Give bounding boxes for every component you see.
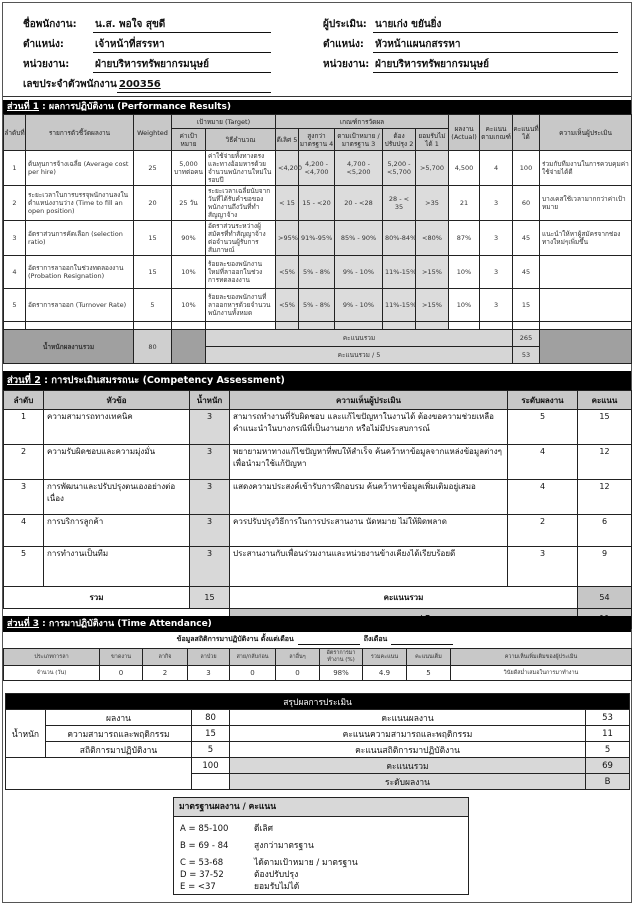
evaluation-form [2,2,632,903]
kpi-calc: อัตราส่วนระหว่างผู้สมัครที่ทำสัญญาจ้างต่อจำนวนผู้รับการสัมภาษณ์ [206,221,276,256]
competency-comment: ประสานงานกับเพื่อนร่วมงานและหน่วยงานข้างเคียงได้เรียบร้อยดี [230,547,508,587]
summary-row-label: ผลงาน [46,710,192,726]
col-score-got: คะแนนที่ได้ [513,115,540,151]
competency-weight: 3 [190,515,230,547]
kpi-actual: 21 [449,186,480,221]
col-target-group: เป้าหมาย (Target) [172,115,276,129]
kpi-comment: ร่วมกับทีมงานในการควบคุมค่าใช้จ่ายได้ดี [540,151,632,186]
kpi-score: 3 [480,221,513,256]
col-actual: ผลงาน (Actual) [449,115,480,151]
summary-row-weight: 80 [192,710,230,726]
part2-total-weight: 15 [190,587,230,609]
kpi-c4: 91%-95% [299,221,335,256]
part2-section-bar [3,371,631,390]
from-month-field[interactable] [298,637,360,645]
col-comment: ความเห็นผู้ประเมิน [540,115,632,151]
kpi-kpi: ระยะเวลาในการบรรจุพนักงานลงในตำแหน่งงานว่าง (Time to fill an open position) [26,186,134,221]
kpi-c3: 9% - 10% [335,289,383,322]
col-comment: ความเห็นผู้ประเมิน [230,391,508,410]
summary-row-score: 11 [586,726,630,742]
kpi-actual: 87% [449,221,480,256]
kpi-calc: ร้อยละของพนักงานที่ลาออกหารด้วยจำนวนพนักงานทั้งหมด [206,289,276,322]
kpi-c2: 28 - < 35 [383,186,416,221]
competency-table [3,390,632,629]
total-score-value: 265 [513,330,540,347]
attendance-cell: 4.9 [363,666,407,681]
col-c3: ตามเป้าหมาย /มาตรฐาน 3 [335,129,383,151]
competency-topic: ความสามารถทางเทคนิค [44,410,190,445]
summary-row-score-label: คะแนนผลงาน [230,710,586,726]
kpi-actual: 4,500 [449,151,480,186]
grading-standard-box [173,797,469,895]
summary-level-label: ระดับผลงาน [230,774,586,790]
part2-total-score-label: คะแนนรวม [230,587,578,609]
department-field: หน่วยงาน: ฝ่ายบริหารทรัพยากรมนุษย์ [23,58,69,72]
performance-table [3,114,632,364]
grade-row: A = 85-100 ดีเลิศ [180,824,274,834]
attendance-cell: 5 [407,666,451,681]
kpi-c2: 5,200 - <5,700 [383,151,416,186]
kpi-score: 3 [480,256,513,289]
competency-score: 9 [578,547,632,587]
attendance-col-header: ลาป่วย [188,649,230,666]
competency-weight: 3 [190,410,230,445]
col-score: คะแนน [578,391,632,410]
kpi-actual: 10% [449,256,480,289]
summary-total-score: 69 [586,758,630,774]
kpi-no: 2 [4,186,26,221]
kpi-calc: ร้อยละของพนักงานใหม่ที่ลาออกในช่วงการทดลองงาน [206,256,276,289]
col-c2: ต้องปรับปรุง 2 [383,129,416,151]
competency-score: 6 [578,515,632,547]
kpi-got: 100 [513,151,540,186]
competency-row [4,410,632,445]
attendance-cell: 3 [188,666,230,681]
col-calc: วิธีคำนวณ [206,129,276,151]
kpi-target: 10% [172,289,206,322]
kpi-c5: < 15 [276,186,299,221]
kpi-row [4,151,632,186]
kpi-c5: <5% [276,256,299,289]
to-month-field[interactable] [391,637,453,645]
kpi-score: 4 [480,151,513,186]
attendance-col-header: ลาอื่นๆ [276,649,320,666]
attendance-col-header: ประเภทการลา [4,649,100,666]
attendance-col-header: คะแนนเต็ม [407,649,451,666]
competency-topic: ความรับผิดชอบและความมุ่งมั่น [44,445,190,480]
attendance-col-header: ความเห็นเพิ่มเติมของผู้ประเมิน [451,649,632,666]
attendance-cell: จำนวน (วัน) [4,666,100,681]
department-value: ฝ่ายบริหารทรัพยากรมนุษย์ [93,58,271,73]
grade-row: B = 69 - 84 สูงกว่ามาตรฐาน [180,841,314,851]
kpi-calc: ค่าใช้จ่ายทั้งทางตรงและทางอ้อมหารด้วยจำนวนพนักงานใหม่ในรอบปี [206,151,276,186]
attendance-col-header: สาย/กลับก่อน [230,649,276,666]
competency-row [4,445,632,480]
kpi-got: 60 [513,186,540,221]
col-no: ลำดับ [4,391,44,410]
competency-score: 12 [578,480,632,515]
kpi-c3: 9% - 10% [335,256,383,289]
summary-weight-label: น้ำหนัก [6,710,46,758]
kpi-c1: >35 [416,186,449,221]
competency-score: 15 [578,410,632,445]
kpi-kpi: อัตราการลาออกในช่วงทดลองงาน (Probation Resignation) [26,256,134,289]
part2-section-number: ส่วนที่ 2 [7,375,41,386]
kpi-c4: 4,200 - <4,700 [299,151,335,186]
col-c1: ยอมรับไม่ได้ 1 [416,129,449,151]
employee-header [3,3,631,97]
kpi-c2: 80%-84% [383,221,416,256]
competency-comment: ควรปรับปรุงวิธีการในการประสานงาน นัดหมาย ไม่ให้ผิดพลาด [230,515,508,547]
col-topic: หัวข้อ [44,391,190,410]
competency-level: 5 [508,410,578,445]
grading-title: มาตรฐานผลงาน / คะแนน [174,798,468,817]
kpi-weighted: 15 [134,256,172,289]
competency-comment: แสดงความประสงค์เข้ารับการฝึกอบรม ค้นคว้าหาข้อมูลเพิ่มเติมอยู่เสมอ [230,480,508,515]
kpi-c3: 4,700 - <5,200 [335,151,383,186]
kpi-comment [540,289,632,322]
col-c4: สูงกว่ามาตรฐาน 4 [299,129,335,151]
position-value: เจ้าหน้าที่สรรหา [93,38,271,53]
kpi-row [4,186,632,221]
part1-section-title: : ผลการปฏิบัติงาน (Performance Results) [42,102,231,112]
summary-total-label: คะแนนรวม [230,758,586,774]
col-target-value: ค่าเป้าหมาย [172,129,206,151]
col-criteria-group: เกณฑ์การวัดผล [276,115,449,129]
kpi-target: 5,000 บาทต่อคน [172,151,206,186]
summary-row-weight: 5 [192,742,230,758]
summary-table [5,693,630,790]
summary-row-score-label: คะแนนสถิติการมาปฏิบัติงาน [230,742,586,758]
employee-name-field: ชื่อพนักงาน: น.ส. พอใจ สุขดี [23,18,77,32]
total-score-div-label: คะแนนรวม / 5 [206,347,513,364]
competency-comment: พยายามหาทางแก้ไขปัญหาที่พบให้สำเร็จ ค้นคว้าหาข้อมูลจากแหล่งข้อมูลต่างๆ เพื่อนำมาใช้แก้ปัญหา [230,445,508,480]
attendance-table [3,648,632,681]
attendance-cell: 2 [143,666,188,681]
summary-total-weight: 100 [192,758,230,774]
competency-topic: การบริการลูกค้า [44,515,190,547]
part2-section-title: : การประเมินสมรรถนะ (Competency Assessment) [44,375,285,386]
summary-row-label: สถิติการมาปฏิบัติงาน [46,742,192,758]
attendance-col-header: อัตราการมาทำงาน (%) [320,649,363,666]
competency-no: 4 [4,515,44,547]
competency-row [4,515,632,547]
kpi-score: 3 [480,289,513,322]
col-weight: น้ำหนัก [190,391,230,410]
kpi-got: 15 [513,289,540,322]
assessor-field: ผู้ประเมิน: นายเก่ง ขยันยิ่ง [323,18,367,32]
competency-level: 4 [508,480,578,515]
kpi-target: 90% [172,221,206,256]
kpi-weighted: 15 [134,221,172,256]
summary-row-score: 5 [586,742,630,758]
kpi-c2: 11%-15% [383,256,416,289]
grade-row: D = 37-52 ต้องปรับปรุง [180,870,299,880]
kpi-c3: 85% - 90% [335,221,383,256]
part3-section-bar [3,616,631,632]
kpi-score: 3 [480,186,513,221]
kpi-no: 1 [4,151,26,186]
part1-section-bar [3,100,631,114]
col-kpi: รายการตัวชี้วัดผลงาน [26,115,134,151]
summary-row-score: 53 [586,710,630,726]
kpi-c4: 15 - <20 [299,186,335,221]
kpi-c5: <4,200 [276,151,299,186]
kpi-row [4,289,632,322]
attendance-cell: 98% [320,666,363,681]
col-c5: ดีเลิศ 5 [276,129,299,151]
kpi-c5: <5% [276,289,299,322]
position-field: ตำแหน่ง: เจ้าหน้าที่สรรหา [23,38,64,52]
empty-row [4,322,632,330]
kpi-comment [540,256,632,289]
kpi-row [4,221,632,256]
assessor-department-field: หน่วยงาน: ฝ่ายบริหารทรัพยากรมนุษย์ [323,58,369,72]
competency-comment: สามารถทำงานที่รับผิดชอบ และแก้ไขปัญหาในงานได้ ต้องขอความช่วยเหลือ คำแนะนำในบางกรณีที่เป็นงานยาก หรือไม่มีประสบการณ์ [230,410,508,445]
competency-level: 2 [508,515,578,547]
competency-topic: การทำงานเป็นทีม [44,547,190,587]
employee-id-field: เลขประจำตัวพนักงาน 200356 [23,78,117,92]
kpi-c4: 5% - 8% [299,256,335,289]
competency-level: 3 [508,547,578,587]
grade-row: E = <37 ยอมรับไม่ได้ [180,882,300,892]
kpi-weighted: 25 [134,151,172,186]
total-score-div-value: 53 [513,347,540,364]
competency-no: 5 [4,547,44,587]
col-level: ระดับผลงาน [508,391,578,410]
attendance-cell: 0 [230,666,276,681]
summary-row-score-label: คะแนนความสามารถและพฤติกรรม [230,726,586,742]
assessor-position-field: ตำแหน่ง: หัวหน้าแผนกสรรหา [323,38,364,52]
employee-name-value: น.ส. พอใจ สุขดี [93,18,271,33]
competency-row [4,480,632,515]
kpi-actual: 10% [449,289,480,322]
competency-weight: 3 [190,480,230,515]
attendance-col-header: ลากิจ [143,649,188,666]
total-score-label: คะแนนรวม [206,330,513,347]
attendance-col-header: รวมคะแนน [363,649,407,666]
assessor-department-value: ฝ่ายบริหารทรัพยากรมนุษย์ [373,58,618,73]
kpi-no: 3 [4,221,26,256]
total-weight-value: 80 [134,330,172,364]
kpi-c2: 11%-15% [383,289,416,322]
kpi-kpi: อัตราส่วนการคัดเลือก (selection ratio) [26,221,134,256]
attendance-col-header: ขาดงาน [100,649,143,666]
part3-section-title: : การมาปฏิบัติงาน (Time Attendance) [42,619,212,629]
col-no: ลำดับที่ [4,115,26,151]
kpi-row [4,256,632,289]
total-weight-label: น้ำหนักผลงานรวม [4,330,134,364]
attendance-cell: 0 [276,666,320,681]
part1-section-number: ส่วนที่ 1 [7,102,40,112]
kpi-got: 45 [513,221,540,256]
kpi-c1: >15% [416,256,449,289]
part3-section-number: ส่วนที่ 3 [7,619,40,629]
attendance-cell: 0 [100,666,143,681]
kpi-c3: 20 - <28 [335,186,383,221]
attendance-cell: วินัยดีสม่ำเสมอในการมาทำงาน [451,666,632,681]
kpi-target: 25 วัน [172,186,206,221]
kpi-c1: >5,700 [416,151,449,186]
kpi-got: 45 [513,256,540,289]
competency-no: 3 [4,480,44,515]
kpi-calc: ระยะเวลาเฉลี่ยนับจากวันที่ได้รับคำขอของพนักงานถึงวันที่ทำสัญญาจ้าง [206,186,276,221]
competency-score: 12 [578,445,632,480]
kpi-kpi: ต้นทุนการจ้างเฉลี่ย (Average cost per hire) [26,151,134,186]
kpi-kpi: อัตราการลาออก (Turnover Rate) [26,289,134,322]
competency-weight: 3 [190,547,230,587]
kpi-c1: <80% [416,221,449,256]
kpi-comment: บางเคสใช้เวลามากกว่าค่าเป้าหมาย [540,186,632,221]
attendance-stats-title: ข้อมูลสถิติการมาปฏิบัติงาน ตั้งแต่เดือน ถึงเดือน [3,634,631,645]
summary-row-weight: 15 [192,726,230,742]
competency-no: 2 [4,445,44,480]
part2-total-label: รวม [4,587,190,609]
competency-weight: 3 [190,445,230,480]
competency-row [4,547,632,587]
kpi-weighted: 5 [134,289,172,322]
kpi-c1: >15% [416,289,449,322]
summary-title: สรุปผลการประเมิน [6,694,630,710]
competency-level: 4 [508,445,578,480]
kpi-c4: 5% - 8% [299,289,335,322]
kpi-weighted: 20 [134,186,172,221]
competency-no: 1 [4,410,44,445]
employee-id-value: 200356 [117,78,271,93]
col-weighted: Weighted [134,115,172,151]
kpi-comment: แนะนำให้หาผู้สมัครจากช่องทางใหม่ๆเพิ่มขึ้น [540,221,632,256]
competency-topic: การพัฒนาและปรับปรุงตนเองอย่างต่อเนื่อง [44,480,190,515]
kpi-no: 4 [4,256,26,289]
kpi-no: 5 [4,289,26,322]
grade-row: C = 53-68 ได้ตามเป้าหมาย / มาตรฐาน [180,858,358,868]
assessor-value: นายเก่ง ขยันยิ่ง [373,18,618,33]
summary-level: B [586,774,630,790]
assessor-position-value: หัวหน้าแผนกสรรหา [373,38,618,53]
part2-total-score: 54 [578,587,632,609]
summary-row-label: ความสามารถและพฤติกรรม [46,726,192,742]
kpi-c5: >95% [276,221,299,256]
kpi-target: 10% [172,256,206,289]
col-score-criteria: คะแนนตามเกณฑ์ [480,115,513,151]
